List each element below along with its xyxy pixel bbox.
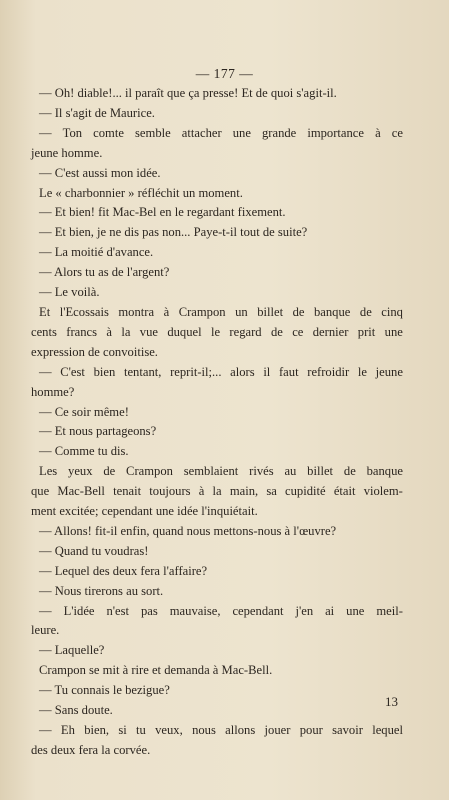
text-line: des deux fera la corvée. [31,742,151,757]
text-line: — Et bien! fit Mac-Bel en le regardant fixement. [39,205,286,220]
text-line: — Lequel des deux fera l'affaire? [39,563,208,578]
text-line: expression de convoitise. [31,344,158,359]
page-number: — 177 — [195,66,254,81]
text-line: — Oh! diable!... il paraît que ça presse! Et de quoi s'agit-il. [39,86,337,100]
text-line: — Il s'agit de Maurice. [39,105,155,120]
body-text [31,84,403,761]
text-line: ment excitée; cependant une idée l'inquiétait. [31,504,258,519]
text-line: — C'est aussi mon idée. [39,165,161,180]
text-line: jeune homme. [31,145,103,160]
text-line: — Eh bien, si tu veux, nous allons jouer pour savoir lequel [39,723,403,737]
text-line: — Alors tu as de l'argent? [39,265,170,280]
text-line: leure. [31,623,60,638]
text-line: Les yeux de Crampon semblaient rivés au billet de banque [39,464,403,479]
text-line: — C'est bien tentant, reprit-il;... alors il faut refroidir le jeune [39,364,403,379]
text-line: — Comme tu dis. [39,444,129,459]
text-line: — Laquelle? [39,643,105,658]
signature-mark: 13 [385,694,398,709]
text-line: — Sans doute. [39,703,113,718]
text-line: Le « charbonnier » réfléchit un moment. [39,185,243,200]
text-line: — Tu connais le bezigue? [39,683,170,698]
text-line: — Ton comte semble attacher une grande importance à ce [39,125,403,140]
text-line: Crampon se mit à rire et demanda à Mac-Bell. [39,663,273,678]
text-line: cents francs à la vue duquel le regard de ce dernier prit une [31,324,403,339]
text-line: — L'idée n'est pas mauvaise, cependant j'en ai une meil- [39,603,403,618]
text-line: — Le voilà. [39,285,100,300]
text-line: — La moitié d'avance. [39,245,154,260]
text-line: homme? [31,384,75,399]
text-line: — Allons! fit-il enfin, quand nous mettons-nous à l'œuvre? [39,523,337,538]
text-line: — Et nous partageons? [39,424,157,439]
text-line: — Et bien, je ne dis pas non... Paye-t-il tout de suite? [39,225,308,240]
text-line: Et l'Ecossais montra à Crampon un billet de banque de cinq [39,304,403,319]
text-line: — Ce soir même! [39,404,129,419]
text-line: que Mac-Bell tenait toujours à la main, sa cupidité était violem- [31,484,403,499]
text-line: — Quand tu voudras! [39,543,149,558]
text-line: — Nous tirerons au sort. [39,583,164,598]
